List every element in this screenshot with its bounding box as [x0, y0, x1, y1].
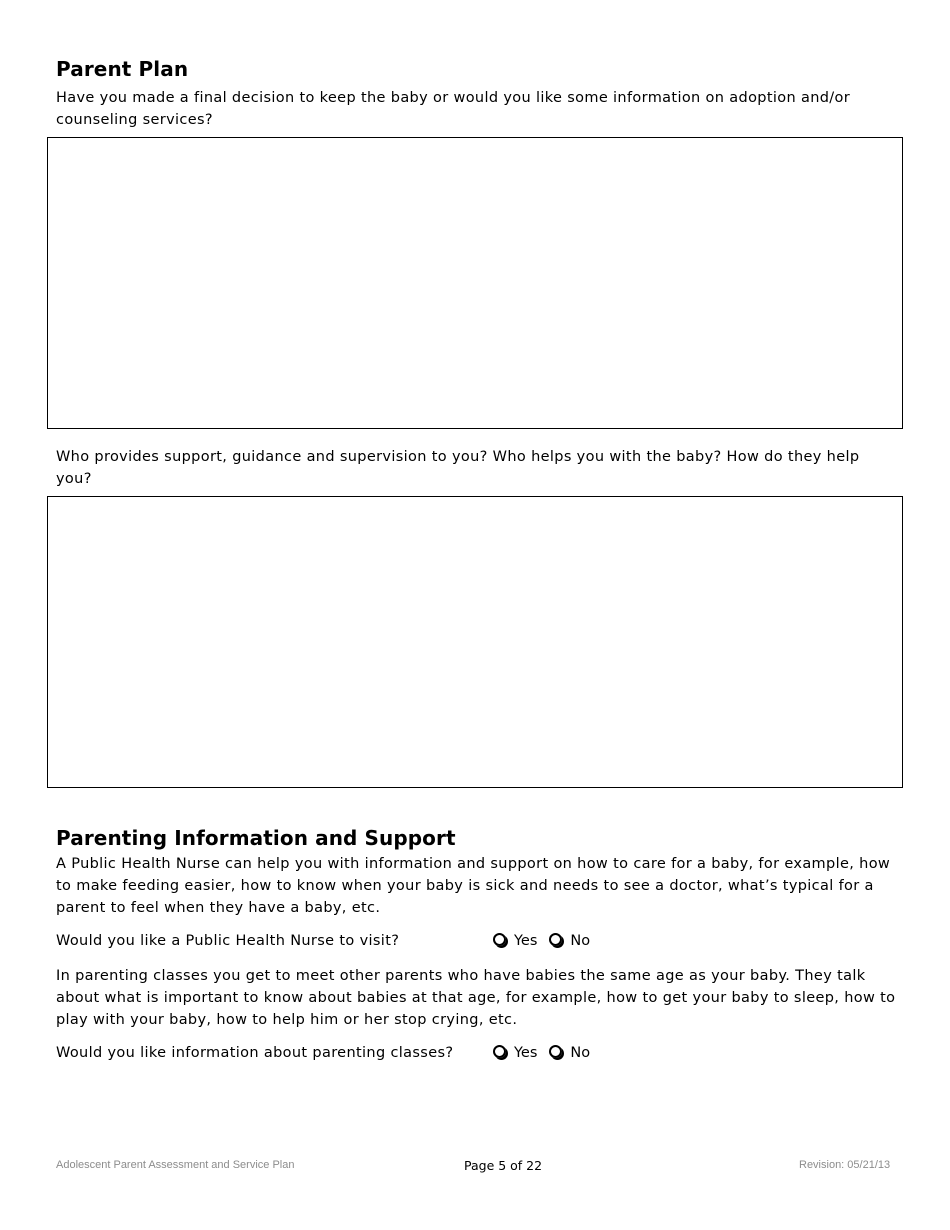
parenting-classes-no-option[interactable] [549, 1045, 590, 1061]
parenting-info-heading: Parenting Information and Support [56, 826, 456, 850]
nurse-info-paragraph: A Public Health Nurse can help you with information and support on how to care for a baby, for example, how to make feeding easier, how to know when your baby is sick and needs to see a doctor, what’s typical for a parent to feel when they have a baby, etc. [56, 856, 891, 916]
footer-page-number: Page 5 of 22 [464, 1158, 543, 1173]
nurse-visit-question: Would you like a Public Health Nurse to visit? [56, 933, 400, 949]
nurse-visit-radio-group [493, 933, 602, 949]
no-label: No [570, 933, 591, 949]
footer-revision-date: Revision: 05/21/13 [799, 1159, 891, 1171]
yes-label: Yes [514, 1045, 538, 1061]
radio-icon[interactable] [549, 933, 562, 946]
parenting-classes-yes-option[interactable] [493, 1045, 537, 1061]
nurse-visit-no-option[interactable] [549, 933, 590, 949]
parenting-classes-paragraph: In parenting classes you get to meet other parents who have babies the same age as your baby. They talk about what is important to know about babies at that age, for example, how to get your baby to sleep, how to play with your baby, how to help him or her stop crying, etc. [56, 968, 896, 1028]
parenting-classes-question: Would you like information about parenting classes? [56, 1045, 454, 1061]
radio-icon[interactable] [493, 933, 506, 946]
support-answer-box[interactable] [47, 496, 903, 788]
adoption-question: Have you made a final decision to keep the baby or would you like some information on adoption and/or counseling services? [56, 90, 851, 128]
adoption-answer-box[interactable] [47, 137, 903, 429]
nurse-visit-yes-option[interactable] [493, 933, 537, 949]
footer-document-title: Adolescent Parent Assessment and Service Plan [56, 1159, 295, 1171]
radio-icon[interactable] [493, 1045, 506, 1058]
radio-icon[interactable] [549, 1045, 562, 1058]
no-label: No [570, 1045, 591, 1061]
yes-label: Yes [514, 933, 538, 949]
support-question: Who provides support, guidance and supervision to you? Who helps you with the baby? How do they help you? [56, 449, 860, 487]
parent-plan-heading: Parent Plan [56, 57, 189, 81]
parenting-classes-radio-group [493, 1045, 602, 1061]
